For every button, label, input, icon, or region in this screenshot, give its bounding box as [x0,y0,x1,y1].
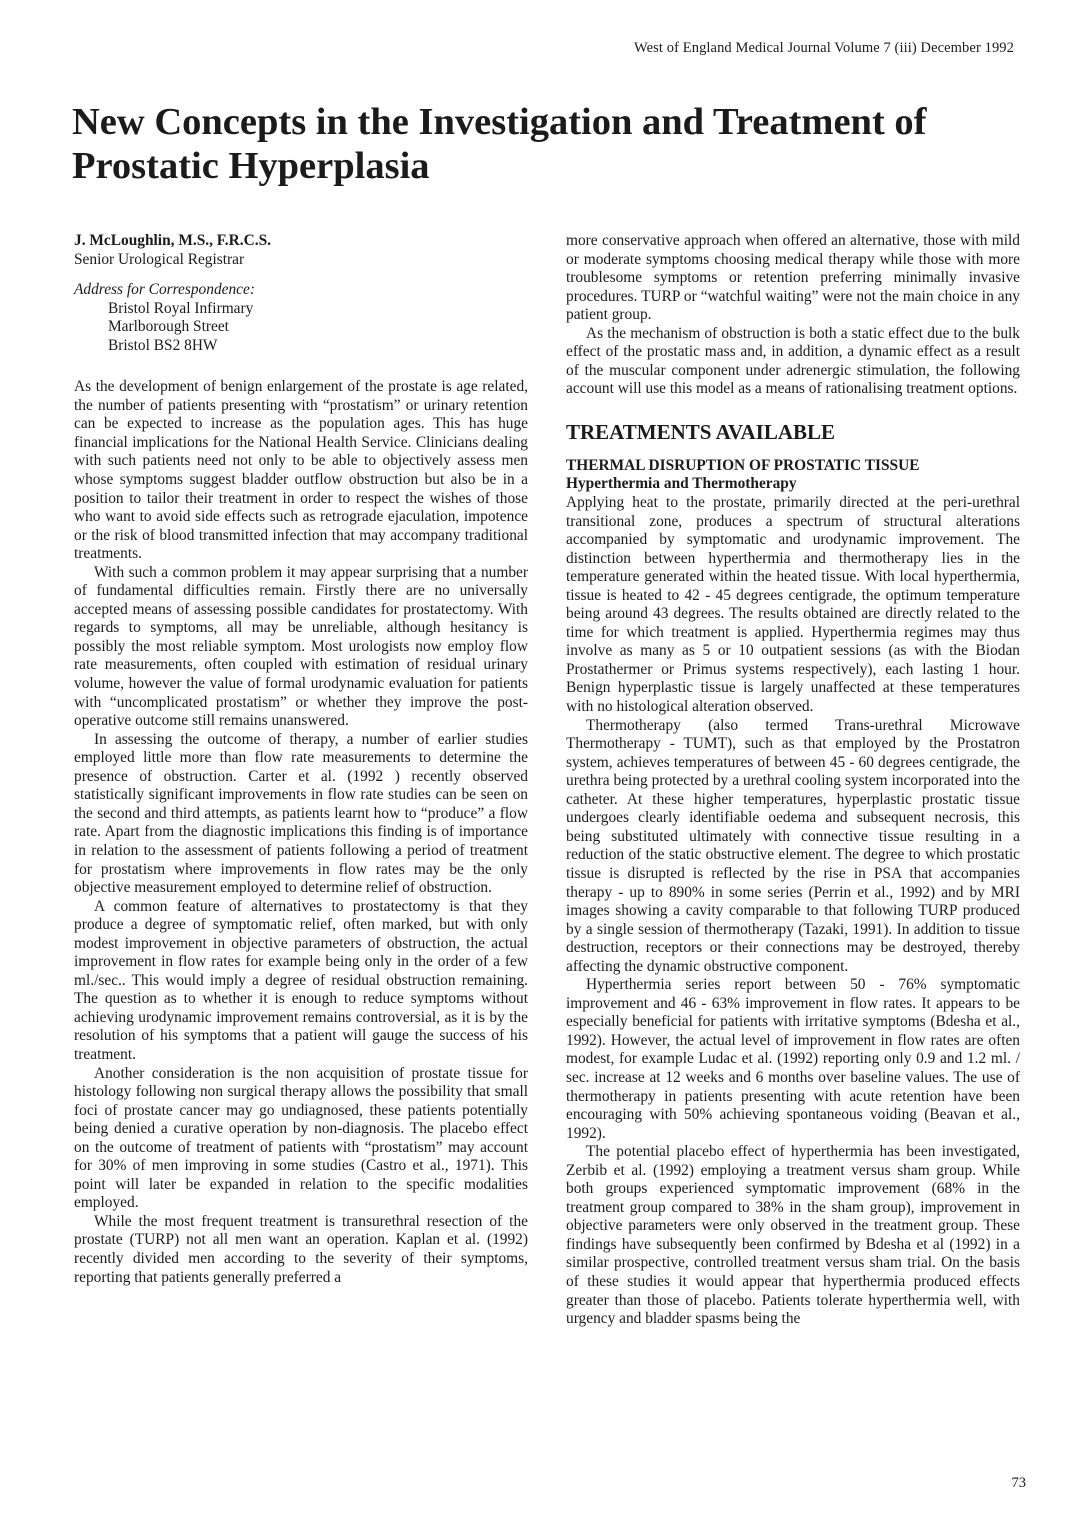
body-paragraph: A common feature of alternatives to prostatectomy is that they produce a degree of symptomatic relief, often marked, but with only modest improvement in objective parameters of obstruction, the actual improvement in flow rates for example being only in the order of a few ml./sec.. This would imply a degree of residual obstruction remaining. The question as to whether it is enough to reduce symptoms without achieving urodynamic improvement remains controversial, as it is by the resolution of his symptoms that a patient will gauge the success of his treatment. [74,897,528,1063]
address-label: Address for Correspondence: [74,281,255,299]
body-paragraph: Hyperthermia series report between 50 - 76% symptomatic improvement and 46 - 63% improvement in flow rates. It appears to be especially beneficial for patients with irritative symptoms (Bdesha et al., 1992). However, the actual level of improvement in flow rates are often modest, for example Ludac et al. (1992) reporting only 0.9 and 1.2 ml. / sec. increase at 12 weeks and 6 months over baseline values. The use of thermotherapy in patients presenting with acute retention have been encouraging with 50% achieving spontaneous voiding (Beavan et al., 1992). [566,976,1020,1142]
body-paragraph: In assessing the outcome of therapy, a number of earlier studies employed little more than flow rate measurements to determine the presence of obstruction. Carter et al. (1992 ) recently observed statistically significant improvements in flow rate studies can be seen on the second and third attempts, as patients learnt how to “produce” a flow rate. Apart from the diagnostic implications this finding is of importance in relation to the assessment of patients following a period of treatment for prostatism where improvements in flow rates may be the only objective measurement employed to determine relief of obstruction. [74,730,528,897]
sub-subheading: Hyperthermia and Thermotherapy [566,475,797,493]
body-paragraph: Applying heat to the prostate, primarily directed at the peri-urethral transitional zone, produces a spectrum of structural alterations accompanied by symptomatic and urodynamic improvement. The distinction between hyperthermia and thermotherapy lies in the temperature generated within the heated tissue. With local hyperthermia, tissue is heated to 42 - 45 degrees centigrade, the optimum temperature being around 43 degrees. The results obtained are directly related to the time for which treatment is applied. Hyperthermia regimes may thus involve as many as 5 or 10 outpatient sessions (as with the Biodan Prostathermer or Primus systems respectively), each lasting 1 hour. Benign hyperplastic tissue is largely unaffected at these temperatures with no histological alteration observed. [566,494,1020,716]
page-number: 73 [1011,1475,1026,1491]
article-title: New Concepts in the Investigation and Treatment of Prostatic Hyperplasia [72,101,927,187]
body-paragraph: While the most frequent treatment is transurethral resection of the prostate (TURP) not all men want an operation. Kaplan et al. (1992) recently divided men according to the severity of their symptoms, reporting that patients generally preferred a [74,1212,528,1286]
address-line: Marlborough Street [108,318,229,336]
author-block [74,232,528,355]
address-line: Bristol Royal Infirmary [108,299,254,317]
left-column [74,232,528,1287]
body-paragraph: As the mechanism of obstruction is both a static effect due to the bulk effect of the prostatic mass and, in addition, a dynamic effect as a result of the muscular component under adrenergic stimulation, the following account will use this model as a means of rationalising treatment options. [566,324,1020,398]
body-paragraph: As the development of benign enlargement of the prostate is age related, the number of patients presenting with “prostatism” or urinary retention can be expected to increase as the population ages. This has huge financial implications for the National Health Service. Clinicians dealing with such patients need not only to be able to objectively assess men whose symptoms suggest bladder outflow obstruction but also be in a position to tailor their treatment in order to respect the wishes of those who want to avoid side effects such as retrograde ejaculation, impotence or the risk of blood transmitted infection that may accompany traditional treatments. [74,378,528,563]
author-position: Senior Urological Registrar [74,250,245,268]
body-paragraph: more conservative approach when offered an alternative, those with mild or moderate symptoms choosing medical therapy while those with more troublesome symptoms or retention preferring minimally invasive procedures. TURP or “watchful waiting” were not the main choice in any patient group. [566,232,1020,324]
address-line: Bristol BS2 8HW [108,336,218,354]
running-head: West of England Medical Journal Volume 7 (iii) December 1992 [634,40,1014,56]
body-paragraph: With such a common problem it may appear surprising that a number of fundamental difficulties remain. Firstly there are no universally accepted means of assessing possible candidates for prostatectomy. With regards to symptoms, all may be unreliable, although hesitancy is possibly the most reliable symptom. Most urologists now employ flow rate measurements, often coupled with estimation of residual urinary volume, however the value of formal urodynamic evaluation for patients with “uncomplicated prostatism” or whether they improve the post-operative outcome still remains unanswered. [74,563,528,730]
subheading: THERMAL DISRUPTION OF PROSTATIC TISSUE [566,456,920,474]
section-title: TREATMENTS AVAILABLE [566,419,836,444]
author-name: J. McLoughlin, M.S., F.R.C.S. [74,232,271,249]
right-column [566,232,1020,1329]
body-paragraph: The potential placebo effect of hyperthermia has been investigated, Zerbib et al. (1992) employing a treatment versus sham group. While both groups experienced symptomatic improvement (68% in the treatment group compared to 38% in the sham group), improvement in objective parameters were only observed in the treatment group. These findings have subsequently been confirmed by Bdesha et al (1992) in a similar prospective, controlled treatment versus sham trial. On the basis of these studies it would appear that hyperthermia produced effects greater than those of placebo. Patients tolerate hyperthermia well, with urgency and bladder spasms being the [566,1143,1020,1328]
body-paragraph: Thermotherapy (also termed Trans-urethral Microwave Thermotherapy - TUMT), such as that employed by the Prostatron system, achieves temperatures of between 45 - 60 degrees centigrade, the urethra being protected by a urethral cooling system incorporated into the catheter. At these higher temperatures, hyperplastic prostatic tissue undergoes clearly identifiable oedema and subsequent necrosis, this being substituted ultimately with connective tissue resulting in a reduction of the static obstructive element. The degree to which prostatic tissue is disrupted is reflected by the rise in PSA that accompanies therapy - up to 890% in some series (Perrin et al., 1992) and by MRI images showing a cavity comparable to that following TURP produced by a single session of thermotherapy (Tazaki, 1991). In addition to tissue destruction, receptors or their connections may be destroyed, thereby affecting the dynamic obstructive component. [566,716,1020,975]
body-paragraph: Another consideration is the non acquisition of prostate tissue for histology following non surgical therapy allows the possibility that small foci of prostate cancer may go undiagnosed, these patients potentially being denied a curative operation by non-diagnosis. The placebo effect on the outcome of treatment of patients with “prostatism” may account for 30% of men improving in some studies (Castro et al., 1971). This point will later be expanded in relation to the specific modalities employed. [74,1064,528,1212]
